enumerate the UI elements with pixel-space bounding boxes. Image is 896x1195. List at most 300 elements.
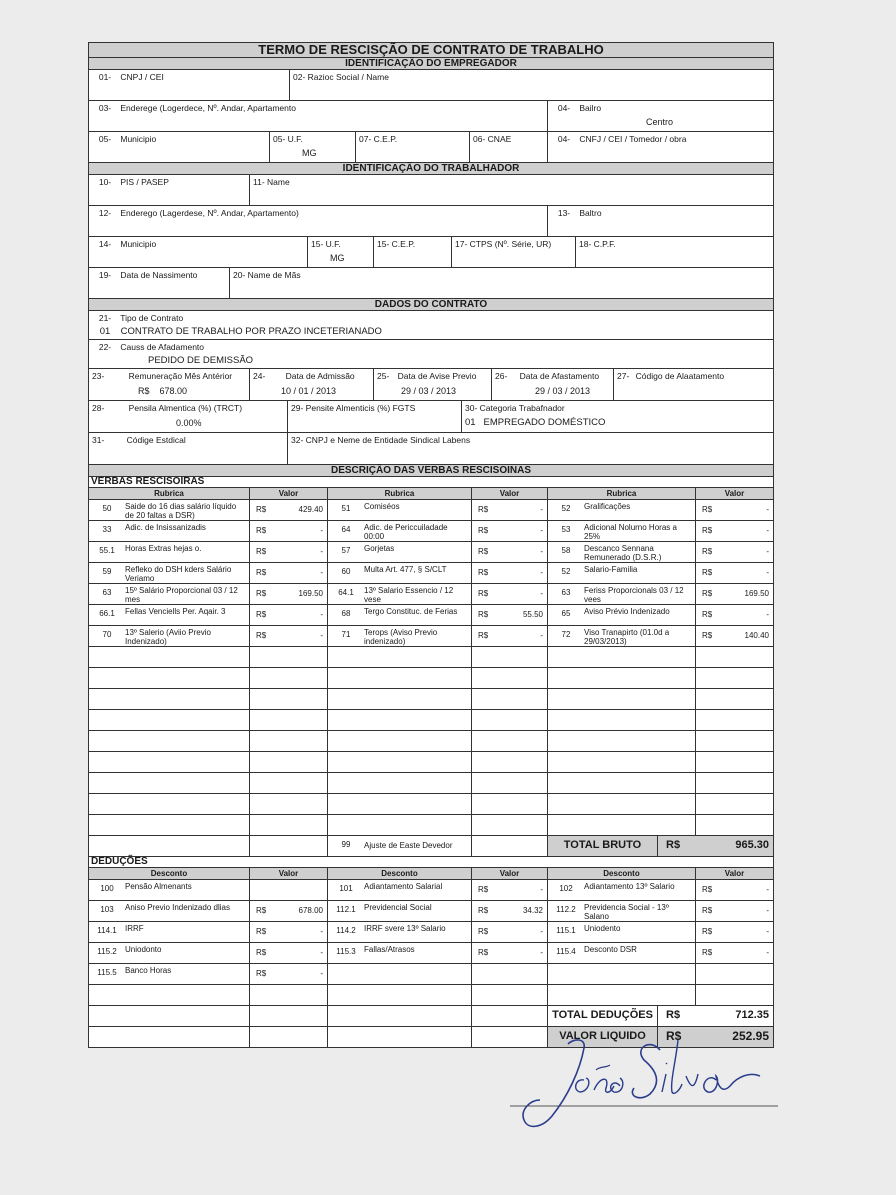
verbas-amount: 429.40: [298, 505, 323, 514]
verbas-valor-cell: [471, 794, 547, 814]
deducoes-valor-cell: [695, 964, 773, 984]
verbas-valor-cell: [471, 773, 547, 793]
verbas-valor-cell: [471, 752, 547, 772]
field-02: 02- Razioc Social / Name: [289, 70, 773, 100]
deducoes-valor-cell: [249, 880, 327, 900]
verbas-amount: -: [540, 568, 543, 577]
verbas-rubrica-cell: [327, 773, 471, 793]
field-17: 17- CTPS (Nº. Série, UR): [451, 237, 575, 267]
deducoes-rubrica-cell: [547, 943, 695, 963]
verbas-valor-cell: [249, 563, 327, 583]
verbas-code: 58: [561, 546, 571, 555]
field-01: 01- CNPJ / CEI: [98, 72, 164, 82]
deducoes-desc: Fallas/Atrasos: [364, 945, 415, 954]
verbas-currency: R$: [702, 547, 713, 556]
verbas-currency: R$: [256, 526, 267, 535]
deducoes-rubrica-cell: [327, 880, 471, 900]
verbas-valor-cell: [471, 647, 547, 667]
field-24: 24- Data de Admissão 10 / 01 / 2013: [249, 369, 373, 400]
verbas-rubrica-cell: [327, 626, 471, 646]
verbas-code: 33: [102, 525, 112, 534]
deducoes-code: 115.3: [336, 947, 356, 956]
verbas-valor-cell: [249, 794, 327, 814]
verbas-valor-cell: [695, 815, 773, 835]
verbas-valor-cell: [471, 668, 547, 688]
verbas-amount: -: [540, 526, 543, 535]
verbas-valor-cell: [249, 731, 327, 751]
verbas-row: [89, 499, 773, 520]
verbas-desc: Gralificações: [584, 502, 631, 511]
verbas-valor-cell: [471, 626, 547, 646]
verbas-amount: -: [540, 547, 543, 556]
verbas-rubrica-cell: [547, 689, 695, 709]
deducoes-amount: -: [320, 948, 323, 957]
verbas-valor-cell: [249, 689, 327, 709]
verbas-valor-cell: [249, 710, 327, 730]
deducoes-valor-cell: [249, 901, 327, 921]
verbas-code: 59: [102, 567, 112, 576]
verbas-row: [89, 625, 773, 646]
verbas-currency: R$: [478, 526, 489, 535]
deducoes-row: [89, 942, 773, 963]
verbas-amount: -: [766, 568, 769, 577]
verbas-rubrica-cell: [547, 542, 695, 562]
verbas-rubrica-cell: [547, 794, 695, 814]
verbas-valor-cell: [471, 605, 547, 625]
verbas-valor-cell: [471, 584, 547, 604]
field-29: 29- Pensite Almenticis (%) FGTS: [287, 401, 461, 432]
deducoes-valor-cell: [249, 964, 327, 984]
contract-row-23: [89, 368, 773, 400]
deducoes-valor-cell: [695, 943, 773, 963]
verbas-desc: 13º Salario Essencio / 12 vese: [364, 586, 454, 604]
verbas-amount: -: [320, 610, 323, 619]
verbas-desc: Fellas Venciells Per. Aqair. 3: [125, 607, 226, 616]
verbas-desc: Horas Extras hejas o.: [125, 544, 202, 553]
deducoes-desc: IRRF: [125, 924, 144, 933]
field-12: 12- Enderego (Lagerdese, Nº. Andar, Apartamento): [98, 208, 299, 218]
field-18: 18- C.P.F.: [575, 237, 773, 267]
valor-liquido-value: R$ 252.95: [657, 1027, 773, 1047]
verbas-desc: Adic. de Insissanizadis: [125, 523, 206, 532]
deducoes-amount: -: [320, 969, 323, 978]
verbas-desc: Aviso Prévio Indenizado: [584, 607, 670, 616]
deducoes-code: 115.5: [97, 968, 117, 977]
verbas-amount: 140.40: [744, 631, 769, 640]
field-27: 27- Código de Alaatamento: [613, 369, 773, 400]
verbas-row: [89, 646, 773, 667]
verbas-valor-cell: [695, 563, 773, 583]
verbas-amount: -: [540, 589, 543, 598]
verbas-code: 65: [561, 609, 571, 618]
verbas-desc: Comiséos: [364, 502, 400, 511]
section-verbas-descricao: DESCRIÇÃO DAS VERBAS RESCISOINAS: [89, 464, 773, 476]
deducoes-rubrica-cell: [89, 901, 249, 921]
verbas-valor-cell: [249, 815, 327, 835]
field-04-bairro: 04- Bailro Centro: [547, 101, 773, 131]
verbas-rubrica-cell: [327, 668, 471, 688]
verbas-row: [89, 709, 773, 730]
verbas-rubrica-cell: [327, 647, 471, 667]
verbas-currency: R$: [478, 631, 489, 640]
verbas-valor-cell: [471, 521, 547, 541]
verbas-rubrica-cell: [89, 752, 249, 772]
verbas-currency: R$: [702, 631, 713, 640]
deducoes-row: [89, 921, 773, 942]
verbas-currency: R$: [256, 568, 267, 577]
field-23: 23- Remuneração Mês Antérior R$ 678.00: [92, 371, 233, 396]
field-15-uf: 15- U.F. MG: [307, 237, 373, 267]
verbas-desc: Refleko do DSH kders Salário Veriamo: [125, 565, 232, 583]
deducoes-rubrica-cell: [327, 943, 471, 963]
verbas-currency: R$: [478, 589, 489, 598]
ajuste-row: [89, 835, 773, 856]
deducoes-row: [89, 963, 773, 984]
deducoes-row: [89, 984, 773, 1005]
total-deducoes-row: [89, 1005, 773, 1026]
verbas-rubrica-cell: [89, 689, 249, 709]
verbas-valor-cell: [695, 647, 773, 667]
employer-row-2: [89, 100, 773, 131]
deducoes-code: 115.1: [556, 926, 576, 935]
verbas-desc: Saide do 16 dias salário líquido de 20 faltas a DSR): [125, 502, 237, 520]
employer-row-3: [89, 131, 773, 162]
deducoes-rubrica-cell: [547, 985, 695, 1005]
verbas-amount: -: [320, 526, 323, 535]
worker-row-3: [89, 236, 773, 267]
verbas-rubrica-cell: [547, 500, 695, 520]
deducoes-valor-cell: [249, 922, 327, 942]
verbas-rubrica-cell: [89, 626, 249, 646]
form-title: TERMO DE RESCISÇÃO DE CONTRATO DE TRABALHO: [89, 43, 773, 57]
verbas-valor-cell: [695, 689, 773, 709]
verbas-currency: R$: [478, 568, 489, 577]
verbas-rubrica-cell: [547, 563, 695, 583]
total-bruto-label: TOTAL BRUTO: [547, 836, 657, 856]
deducoes-currency: R$: [256, 906, 267, 915]
field-22: 22- Causs de Afadamento PEDIDO DE DEMISSÃO: [98, 342, 254, 366]
deducoes-valor-cell: [695, 880, 773, 900]
verbas-desc: Adicional Nolurno Horas a 25%: [584, 523, 677, 541]
deducoes-code: 103: [100, 905, 114, 914]
verbas-row: [89, 604, 773, 625]
verbas-currency: R$: [256, 631, 267, 640]
verbas-desc: Viso Tranapirto (01.0d a 29/03/2013): [584, 628, 670, 646]
verbas-code: 60: [341, 567, 351, 576]
verbas-rubrica-cell: [89, 710, 249, 730]
verbas-row: [89, 667, 773, 688]
verbas-valor-cell: [471, 815, 547, 835]
contract-row-22: [89, 339, 773, 368]
section-contrato: DADOS DO CONTRATO: [89, 298, 773, 310]
verbas-rubrica-cell: [327, 689, 471, 709]
verbas-currency: R$: [702, 589, 713, 598]
verbas-valor-cell: [249, 605, 327, 625]
verbas-desc: Multa Art. 477, § S/CLT: [364, 565, 447, 574]
verbas-rubrica-cell: [327, 815, 471, 835]
verbas-rubrica-cell: [89, 521, 249, 541]
verbas-valor-cell: [695, 710, 773, 730]
verbas-rubrica-cell: [547, 731, 695, 751]
deducoes-rubrica-cell: [327, 985, 471, 1005]
verbas-rubrica-cell: [327, 584, 471, 604]
deducoes-amount: -: [766, 948, 769, 957]
deducoes-valor-cell: [471, 880, 547, 900]
verbas-rubrica-cell: [89, 500, 249, 520]
verbas-valor-cell: [695, 794, 773, 814]
verbas-valor-cell: [471, 689, 547, 709]
verbas-amount: -: [320, 547, 323, 556]
verbas-desc: Tergo Constituc. de Ferias: [364, 607, 458, 616]
verbas-valor-cell: [471, 731, 547, 751]
valor-liquido-label: VALOR LIQUIDO: [547, 1027, 657, 1047]
deducoes-valor-cell: [471, 922, 547, 942]
deducoes-amount: -: [540, 948, 543, 957]
field-32: 32- CNPJ e Neme de Entidade Sindical Labens: [287, 433, 773, 464]
verbas-valor-cell: [695, 584, 773, 604]
verbas-row: [89, 583, 773, 604]
verbas-rubrica-cell: [89, 542, 249, 562]
verbas-rubrica-cell: [547, 710, 695, 730]
verbas-valor-cell: [695, 773, 773, 793]
verbas-code: 71: [341, 630, 351, 639]
field-19: 19- Data de Nassimento: [98, 270, 198, 280]
signature: [510, 1030, 780, 1150]
contract-row-28: [89, 400, 773, 432]
total-deducoes-value: R$ 712.35: [657, 1006, 773, 1026]
deducoes-amount: 34.32: [522, 906, 543, 915]
field-25: 25- Data de Avise Previo 29 / 03 / 2013: [373, 369, 491, 400]
deducoes-currency: R$: [478, 948, 489, 957]
verbas-rubrica-cell: [327, 521, 471, 541]
deducoes-currency: R$: [702, 948, 713, 957]
contract-row-31: [89, 432, 773, 464]
verbas-code: 66.1: [99, 609, 115, 618]
field-30: 30- Categoria Trabafnador 01 EMPREGADO DOMÉSTICO: [461, 401, 773, 432]
worker-row-2: [89, 205, 773, 236]
deducoes-valor-cell: [249, 985, 327, 1005]
deducoes-currency: R$: [478, 927, 489, 936]
field-03: 03- Enderege (Logerdece, Nº. Andar, Apartamento: [98, 103, 296, 113]
verbas-amount: -: [766, 610, 769, 619]
verbas-code: 55.1: [99, 546, 115, 555]
field-13: 13- Baltro: [547, 206, 773, 236]
worker-row-4: [89, 267, 773, 298]
verbas-valor-cell: [249, 626, 327, 646]
field-06-cnae: 06- CNAE: [469, 132, 547, 162]
verbas-desc: Terops (Aviso Previo indenizado): [364, 628, 438, 646]
total-deducoes-label: TOTAL DEDUÇÕES: [547, 1006, 657, 1026]
section-verbas: VERBAS RESCISOIRAS: [89, 476, 773, 487]
verbas-rubrica-cell: [327, 794, 471, 814]
verbas-code: 50: [102, 504, 112, 513]
deducoes-currency: R$: [702, 885, 713, 894]
verbas-currency: R$: [256, 547, 267, 556]
verbas-rubrica-cell: [89, 815, 249, 835]
deducoes-desc: Adiantamento Salarial: [364, 882, 443, 891]
verbas-desc: 15º Salário Proporcional 03 / 12 mes: [125, 586, 238, 604]
verbas-code: 57: [341, 546, 351, 555]
verbas-row: [89, 730, 773, 751]
verbas-currency: R$: [256, 589, 267, 598]
deducoes-desc: IRRF svere 13º Salario: [364, 924, 446, 933]
verbas-code: 52: [561, 567, 571, 576]
verbas-valor-cell: [695, 668, 773, 688]
verbas-valor-cell: [249, 584, 327, 604]
verbas-row: [89, 541, 773, 562]
verbas-rubrica-cell: [89, 605, 249, 625]
field-31: 31- Códige Estdical: [92, 435, 186, 445]
verbas-table: [89, 499, 773, 835]
deducoes-code: 114.1: [97, 926, 117, 935]
deducoes-rubrica-cell: [89, 880, 249, 900]
verbas-rubrica-cell: [547, 647, 695, 667]
deducoes-desc: Desconto DSR: [584, 945, 637, 954]
deducoes-code: 102: [559, 884, 573, 893]
verbas-valor-cell: [249, 668, 327, 688]
verbas-row: [89, 688, 773, 709]
deducoes-header: Desconto Valor Desconto Valor Desconto Valor: [89, 867, 773, 879]
verbas-row: [89, 751, 773, 772]
section-trabalhador: IDENTIFICAÇÃO DO TRABALHADOR: [89, 162, 773, 174]
verbas-row: [89, 772, 773, 793]
verbas-rubrica-cell: [547, 773, 695, 793]
deducoes-currency: R$: [478, 906, 489, 915]
verbas-rubrica-cell: [547, 521, 695, 541]
deducoes-rubrica-cell: [547, 964, 695, 984]
ajuste-cell: 99 Ajuste de Easte Devedor: [327, 836, 471, 856]
deducoes-desc: Banco Horas: [125, 966, 172, 975]
verbas-rubrica-cell: [327, 710, 471, 730]
deducoes-amount: -: [320, 927, 323, 936]
verbas-amount: -: [320, 631, 323, 640]
verbas-desc: Descanco Sennana Remunerado (D.S.R.): [584, 544, 662, 562]
verbas-rubrica-cell: [327, 563, 471, 583]
verbas-valor-cell: [471, 542, 547, 562]
deducoes-valor-cell: [695, 985, 773, 1005]
deducoes-rubrica-cell: [89, 922, 249, 942]
verbas-currency: R$: [256, 505, 267, 514]
verbas-rubrica-cell: [547, 752, 695, 772]
deducoes-amount: -: [766, 927, 769, 936]
verbas-desc: Feriss Proporcionals 03 / 12 vees: [584, 586, 684, 604]
deducoes-currency: R$: [256, 969, 267, 978]
verbas-header: Rubrica Valor Rubrica Valor Rubrica Valor: [89, 487, 773, 499]
verbas-valor-cell: [695, 542, 773, 562]
deducoes-desc: Pensão Almenants: [125, 882, 192, 891]
deducoes-valor-cell: [471, 901, 547, 921]
verbas-desc: 13º Salerio (Aviio Previo Indenizado): [125, 628, 211, 646]
deducoes-code: 112.1: [336, 905, 356, 914]
field-15-cep: 15- C.E.P.: [373, 237, 451, 267]
deducoes-rubrica-cell: [327, 922, 471, 942]
verbas-amount: -: [766, 505, 769, 514]
contract-row-21: [89, 310, 773, 339]
verbas-rubrica-cell: [327, 500, 471, 520]
field-28: 28- Pensila Almentica (%) (TRCT) 0.00%: [92, 403, 243, 428]
verbas-code: 63: [102, 588, 112, 597]
section-deducoes: DEDUÇÕES: [89, 856, 773, 867]
field-05-uf: 05- U.F. MG: [269, 132, 355, 162]
verbas-valor-cell: [249, 773, 327, 793]
verbas-amount: -: [540, 505, 543, 514]
verbas-amount: -: [766, 547, 769, 556]
field-26: 26- Data de Afastamento 29 / 03 / 2013: [491, 369, 613, 400]
verbas-code: 72: [561, 630, 571, 639]
verbas-row: [89, 520, 773, 541]
verbas-code: 70: [102, 630, 112, 639]
deducoes-valor-cell: [471, 964, 547, 984]
verbas-rubrica-cell: [327, 752, 471, 772]
deducoes-code: 115.2: [97, 947, 117, 956]
deducoes-currency: R$: [478, 885, 489, 894]
deducoes-desc: Previdencia Social - 13º Salano: [584, 903, 669, 921]
verbas-amount: -: [766, 526, 769, 535]
deducoes-desc: Adiantamento 13º Salario: [584, 882, 675, 891]
verbas-currency: R$: [702, 568, 713, 577]
deducoes-valor-cell: [695, 922, 773, 942]
verbas-currency: R$: [256, 610, 267, 619]
trct-form: [88, 42, 774, 1048]
deducoes-amount: -: [766, 906, 769, 915]
deducoes-row: [89, 900, 773, 921]
section-empregador: IDENTIFICAÇÃO DO EMPREGADOR: [89, 57, 773, 69]
verbas-desc: Salario-Familia: [584, 565, 638, 574]
verbas-rubrica-cell: [547, 626, 695, 646]
field-14: 14- Municipio: [98, 239, 157, 249]
verbas-valor-cell: [695, 752, 773, 772]
verbas-rubrica-cell: [89, 647, 249, 667]
deducoes-desc: Aniso Previo Indenizado dlias: [125, 903, 230, 912]
verbas-rubrica-cell: [547, 605, 695, 625]
verbas-valor-cell: [695, 626, 773, 646]
verbas-valor-cell: [249, 647, 327, 667]
verbas-valor-cell: [249, 752, 327, 772]
deducoes-valor-cell: [471, 985, 547, 1005]
deducoes-code: 100: [100, 884, 114, 893]
deducoes-currency: R$: [702, 927, 713, 936]
verbas-valor-cell: [471, 563, 547, 583]
deducoes-valor-cell: [695, 901, 773, 921]
verbas-code: 53: [561, 525, 571, 534]
verbas-amount: -: [320, 568, 323, 577]
field-21: 21- Tipo de Contrato 01 CONTRATO DE TRABALHO POR PRAZO INCETERIANADO: [98, 313, 382, 337]
verbas-valor-cell: [471, 710, 547, 730]
verbas-rubrica-cell: [89, 731, 249, 751]
verbas-desc: Gorjetas: [364, 544, 395, 553]
verbas-amount: 169.50: [744, 589, 769, 598]
verbas-code: 64: [341, 525, 351, 534]
verbas-rubrica-cell: [89, 773, 249, 793]
verbas-desc: Adic. de Periccuiladade 00:00: [364, 523, 448, 541]
verbas-rubrica-cell: [327, 731, 471, 751]
verbas-rubrica-cell: [327, 605, 471, 625]
deducoes-row: [89, 879, 773, 900]
deducoes-rubrica-cell: [327, 964, 471, 984]
deducoes-desc: Uniodento: [584, 924, 621, 933]
verbas-valor-cell: [695, 521, 773, 541]
deducoes-currency: R$: [256, 927, 267, 936]
deducoes-code: 112.2: [556, 905, 576, 914]
deducoes-rubrica-cell: [547, 880, 695, 900]
verbas-rubrica-cell: [327, 542, 471, 562]
deducoes-rubrica-cell: [89, 964, 249, 984]
field-04-tomador: 04- CNFJ / CEI / Tomedor / obra: [547, 132, 773, 162]
deducoes-valor-cell: [471, 943, 547, 963]
verbas-valor-cell: [471, 500, 547, 520]
verbas-valor-cell: [249, 500, 327, 520]
worker-row-1: [89, 174, 773, 205]
